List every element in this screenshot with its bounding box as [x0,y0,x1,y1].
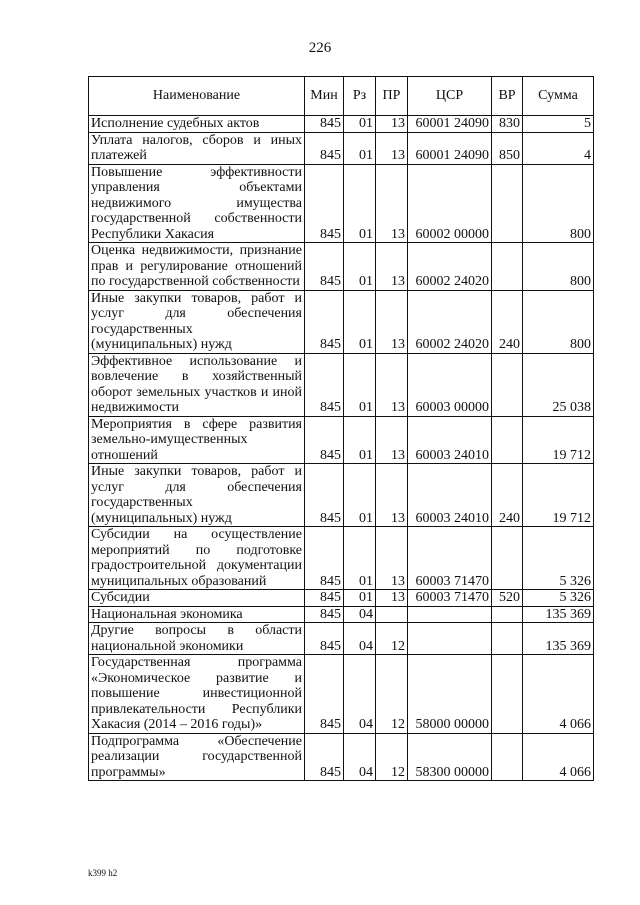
cell-sum: 25 038 [523,353,594,416]
cell-pr: 13 [376,243,408,291]
cell-pr: 12 [376,655,408,734]
cell-rz: 01 [344,590,376,607]
cell-pr: 13 [376,116,408,133]
cell-sum: 19 712 [523,416,594,464]
cell-rz: 01 [344,243,376,291]
cell-rz: 01 [344,464,376,527]
header-min: Мин [305,77,344,116]
table-row [89,655,594,734]
cell-sum: 5 326 [523,527,594,590]
cell-sum: 4 066 [523,655,594,734]
page-number: 226 [308,40,332,56]
table-row [89,733,594,781]
cell-rz: 01 [344,416,376,464]
cell-vr [492,655,523,734]
table-row [89,416,594,464]
cell-sum: 4 [523,132,594,164]
header-csr: ЦСР [408,77,492,116]
cell-csr: 60002 24020 [408,243,492,291]
header-sum: Сумма [523,77,594,116]
budget-table [88,76,594,781]
footer-code: k399 h2 [88,868,118,878]
cell-csr: 60002 00000 [408,164,492,243]
cell-name: Иные закупки товаров, работ и услуг для обеспечения государственных (муниципальных) нужд [89,464,305,527]
cell-csr: 60003 24010 [408,464,492,527]
cell-name: Национальная экономика [89,606,305,623]
cell-rz: 01 [344,290,376,353]
cell-name: Повышение эффективности управления объектами недвижимого имущества государственной собственности Республики Хакасия [89,164,305,243]
cell-pr: 13 [376,590,408,607]
cell-min: 845 [305,733,344,781]
cell-csr [408,623,492,655]
cell-min: 845 [305,116,344,133]
cell-rz: 04 [344,606,376,623]
cell-min: 845 [305,164,344,243]
table-row [89,132,594,164]
table-row [89,527,594,590]
cell-rz: 04 [344,655,376,734]
cell-sum: 135 369 [523,623,594,655]
cell-vr: 850 [492,132,523,164]
cell-csr: 58000 00000 [408,655,492,734]
cell-name: Государственная программа «Экономическое развитие и повышение инвестиционной привлекательности Республики Хакасия (2014 – 2016 годы)» [89,655,305,734]
header-pr: ПР [376,77,408,116]
cell-name: Исполнение судебных актов [89,116,305,133]
table-row [89,464,594,527]
cell-csr: 60003 24010 [408,416,492,464]
cell-csr [408,606,492,623]
cell-min: 845 [305,353,344,416]
cell-sum: 800 [523,164,594,243]
cell-min: 845 [305,243,344,291]
cell-csr: 60003 00000 [408,353,492,416]
header-rz: Рз [344,77,376,116]
cell-vr [492,733,523,781]
table-row [89,623,594,655]
table-row [89,164,594,243]
cell-pr: 12 [376,623,408,655]
cell-min: 845 [305,527,344,590]
cell-vr [492,416,523,464]
cell-vr [492,606,523,623]
cell-sum: 800 [523,243,594,291]
cell-vr: 830 [492,116,523,133]
cell-pr: 13 [376,290,408,353]
table-row [89,590,594,607]
cell-min: 845 [305,655,344,734]
cell-pr: 13 [376,164,408,243]
cell-min: 845 [305,623,344,655]
cell-rz: 01 [344,116,376,133]
cell-vr [492,353,523,416]
table-header-row [89,77,594,116]
cell-sum: 19 712 [523,464,594,527]
cell-vr [492,243,523,291]
table-body [89,116,594,781]
cell-min: 845 [305,606,344,623]
cell-pr [376,606,408,623]
table-row [89,290,594,353]
table-row [89,606,594,623]
cell-vr [492,164,523,243]
header-vr: ВР [492,77,523,116]
cell-sum: 5 [523,116,594,133]
cell-name: Субсидии [89,590,305,607]
cell-name: Оценка недвижимости, признание прав и регулирование отношений по государственной собственности [89,243,305,291]
cell-name: Другие вопросы в области национальной экономики [89,623,305,655]
cell-pr: 12 [376,733,408,781]
cell-sum: 135 369 [523,606,594,623]
cell-rz: 01 [344,132,376,164]
cell-rz: 04 [344,623,376,655]
table-row [89,116,594,133]
cell-min: 845 [305,590,344,607]
cell-pr: 13 [376,353,408,416]
cell-vr [492,527,523,590]
cell-name: Подпрограмма «Обеспечение реализации государственной программы» [89,733,305,781]
cell-sum: 800 [523,290,594,353]
cell-pr: 13 [376,132,408,164]
cell-pr: 13 [376,464,408,527]
cell-csr: 60003 71470 [408,590,492,607]
cell-csr: 60001 24090 [408,132,492,164]
cell-min: 845 [305,464,344,527]
cell-pr: 13 [376,416,408,464]
table-row [89,243,594,291]
cell-name: Мероприятия в сфере развития земельно-имущественных отношений [89,416,305,464]
cell-csr: 60003 71470 [408,527,492,590]
cell-vr [492,623,523,655]
cell-min: 845 [305,416,344,464]
table-row [89,353,594,416]
cell-vr: 520 [492,590,523,607]
cell-sum: 5 326 [523,590,594,607]
cell-rz: 01 [344,527,376,590]
cell-min: 845 [305,132,344,164]
cell-name: Иные закупки товаров, работ и услуг для обеспечения государственных (муниципальных) нужд [89,290,305,353]
cell-min: 845 [305,290,344,353]
cell-sum: 4 066 [523,733,594,781]
cell-csr: 58300 00000 [408,733,492,781]
cell-rz: 01 [344,164,376,243]
cell-csr: 60001 24090 [408,116,492,133]
cell-vr: 240 [492,290,523,353]
cell-vr: 240 [492,464,523,527]
cell-pr: 13 [376,527,408,590]
cell-name: Эффективное использование и вовлечение в хозяйственный оборот земельных участков и иной недвижимости [89,353,305,416]
cell-rz: 01 [344,353,376,416]
cell-name: Уплата налогов, сборов и иных платежей [89,132,305,164]
cell-name: Субсидии на осуществление мероприятий по подготовке градостроительной документации муниципальных образований [89,527,305,590]
cell-rz: 04 [344,733,376,781]
header-name: Наименование [89,77,305,116]
cell-csr: 60002 24020 [408,290,492,353]
